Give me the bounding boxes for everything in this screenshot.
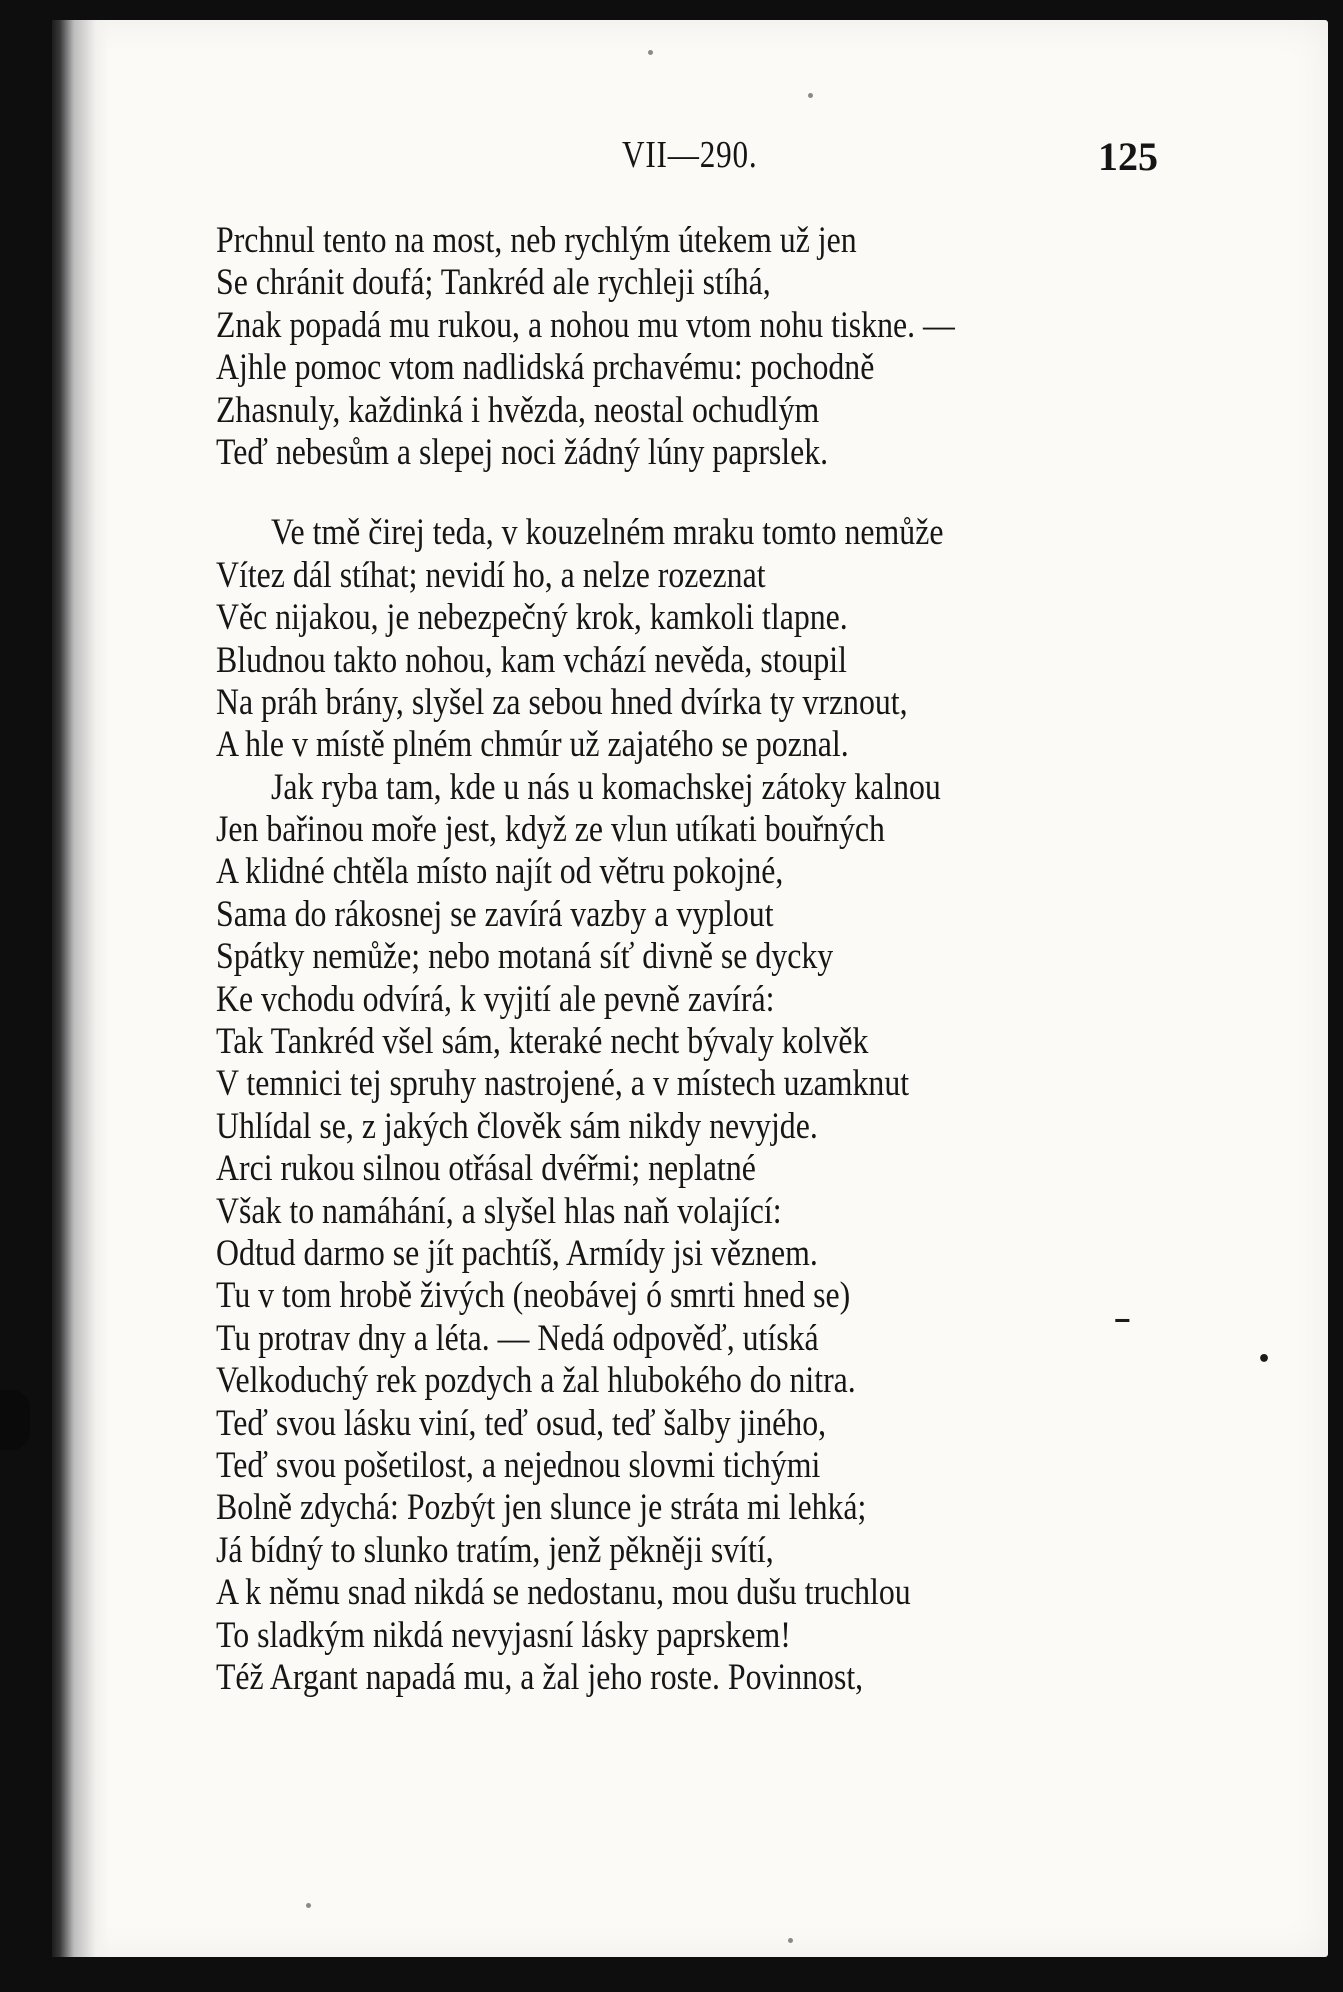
text-line: Teď svou pošetilost, a nejednou slovmi tichými	[216, 1444, 821, 1486]
text-line: Věc nijakou, je nebezpečný krok, kamkoli tlapne.	[216, 597, 848, 639]
margin-mark-icon: •	[1257, 1347, 1272, 1372]
clip-mark	[0, 1390, 30, 1450]
page-sheet	[52, 20, 1328, 1957]
text-line: A klidné chtěla místo najít od větru pokojné,	[216, 851, 784, 893]
text-line: Sama do rákosnej se zavírá vazby a vyplout	[216, 893, 774, 935]
text-line: Bolně zdychá: Pozbýt jen slunce je stráta mi lehká;	[216, 1487, 867, 1529]
stanza	[216, 512, 1216, 1699]
text-line: Velkoduchý rek pozdych a žal hlubokého do nitra.	[216, 1360, 856, 1402]
speck	[788, 1938, 793, 1943]
text-line: Arci rukou silnou otřásal dvéřmi; neplatné	[216, 1148, 756, 1190]
text-line: Tu v tom hrobě živých (neobávej ó smrti hned se)	[216, 1275, 851, 1317]
stanza-gap	[216, 474, 1216, 512]
text-line: Jak ryba tam, kde u nás u komachskej zátoky kalnou	[271, 766, 941, 808]
poem-text	[216, 220, 1216, 1699]
text-line: Spátky nemůže; nebo motaná síť divně se dycky	[216, 936, 834, 978]
text-line: Já bídný to slunko tratím, jenž pěkněji svítí,	[216, 1529, 774, 1571]
text-line: Se chránit doufá; Tankréd ale rychleji stíhá,	[216, 262, 771, 304]
text-line: Vítez dál stíhat; nevidí ho, a nelze rozeznat	[216, 554, 766, 596]
text-line: Teď svou lásku viní, teď osud, teď šalby jiného,	[216, 1402, 827, 1444]
text-line: Uhlídal se, z jakých člověk sám nikdy nevyjde.	[216, 1105, 818, 1147]
text-line: Znak popadá mu rukou, a nohou mu vtom nohu tiskne. —	[216, 304, 955, 346]
speck	[306, 1903, 311, 1908]
text-line: Ajhle pomoc vtom nadlidská prchavému: pochodně	[216, 347, 875, 389]
text-line: Tu protrav dny a léta. — Nedá odpověď, utíská	[216, 1317, 819, 1359]
text-line: A hle v místě plném chmúr už zajatého se poznal.	[216, 724, 849, 766]
stanza	[216, 220, 1216, 474]
text-line: Prchnul tento na most, neb rychlým útekem už jen	[216, 220, 857, 261]
binding-shadow	[52, 20, 110, 1957]
page-number: 125	[1098, 134, 1158, 179]
text-line: To sladkým nikdá nevyjasní lásky paprskem!	[216, 1614, 791, 1656]
text-line: Jen bařinou moře jest, když ze vlun utíkati bouřných	[216, 809, 885, 851]
speck	[648, 50, 653, 55]
text-line: Zhasnuly, každinká i hvězda, neostal ochudlým	[216, 389, 820, 431]
text-line: Teď nebesům a slepej noci žádný lúny paprslek.	[216, 431, 829, 473]
margin-mark-icon: ‒	[1114, 1305, 1131, 1333]
speck	[808, 93, 813, 98]
text-line: Též Argant napadá mu, a žal jeho roste. Povinnost,	[216, 1656, 864, 1698]
text-line: Však to namáhání, a slyšel hlas naň volající:	[216, 1190, 782, 1232]
text-line: Ve tmě čirej teda, v kouzelném mraku tomto nemůže	[271, 512, 944, 554]
running-header: VII—290.	[622, 134, 758, 176]
text-line: Na práh brány, slyšel za sebou hned dvírka ty vrznout,	[216, 681, 908, 723]
text-line: Bludnou takto nohou, kam vchází nevěda, stoupil	[216, 639, 847, 681]
text-line: A k němu snad nikdá se nedostanu, mou dušu truchlou	[216, 1572, 911, 1614]
text-line: V temnici tej spruhy nastrojené, a v místech uzamknut	[216, 1063, 910, 1105]
text-line: Ke vchodu odvírá, k vyjití ale pevně zavírá:	[216, 978, 775, 1020]
text-line: Tak Tankréd všel sám, kteraké necht bývaly kolvěk	[216, 1021, 869, 1063]
text-line: Odtud darmo se jít pachtíš, Armídy jsi věznem.	[216, 1232, 818, 1274]
